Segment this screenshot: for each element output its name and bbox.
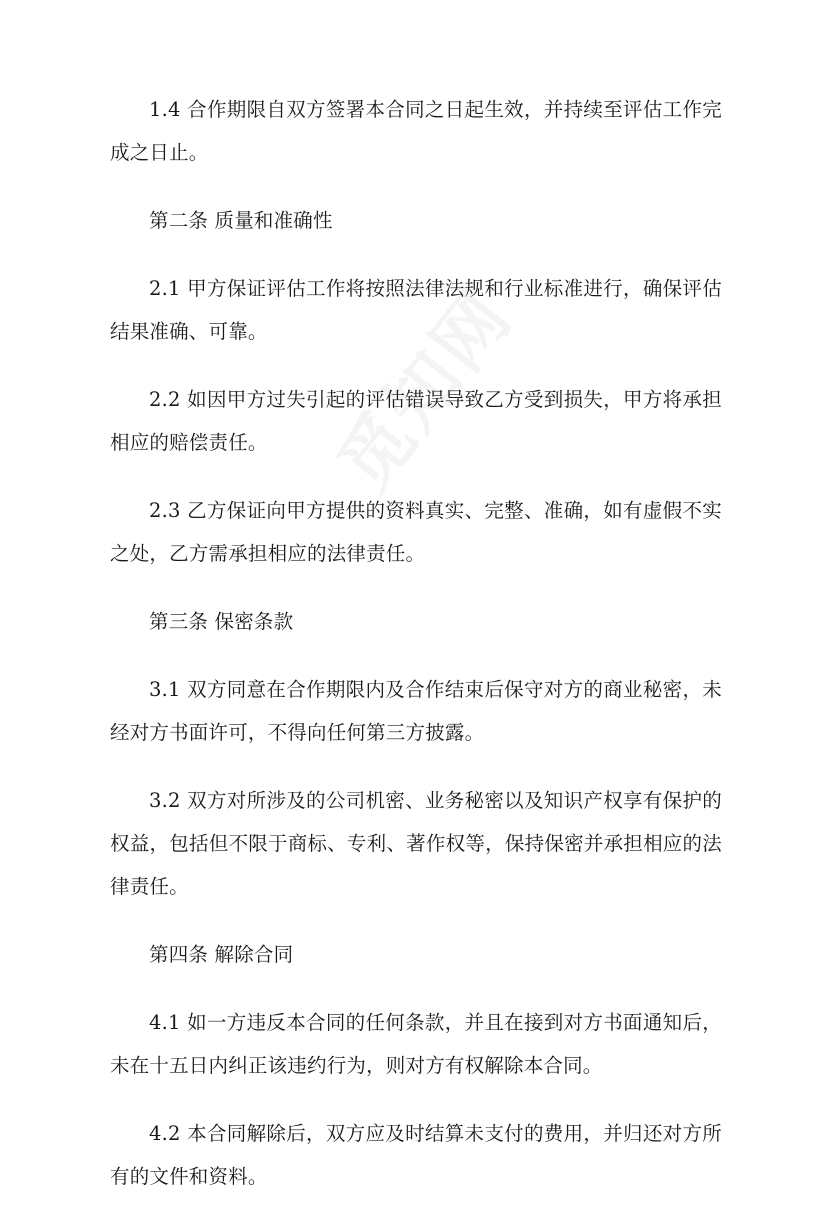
clause-3-2: 3.2 双方对所涉及的公司机密、业务秘密以及知识产权享有保护的权益，包括但不限于商标、专利、著作权等，保持保密并承担相应的法律责任。 — [110, 789, 722, 898]
clause-4-1: 4.1 如一方违反本合同的任何条款，并且在接到对方书面通知后，未在十五日内纠正该违约行为，则对方有权解除本合同。 — [110, 1011, 722, 1077]
article-2-heading: 第二条 质量和准确性 — [149, 209, 333, 232]
clause-2-2: 2.2 如因甲方过失引起的评估错误导致乙方受到损失，甲方将承担相应的赔偿责任。 — [110, 388, 722, 454]
document-body — [110, 88, 722, 1223]
clause-2-1: 2.1 甲方保证评估工作将按照法律法规和行业标准进行，确保评估结果准确、可靠。 — [110, 277, 722, 343]
article-3-heading: 第三条 保密条款 — [149, 610, 294, 633]
clause-4-2: 4.2 本合同解除后，双方应及时结算未支付的费用，并归还对方所有的文件和资料。 — [110, 1122, 722, 1188]
clause-1-4: 1.4 合作期限自双方签署本合同之日起生效，并持续至评估工作完成之日止。 — [110, 98, 722, 164]
clause-2-3: 2.3 乙方保证向甲方提供的资料真实、完整、准确，如有虚假不实之处，乙方需承担相应的法律责任。 — [110, 499, 722, 565]
article-4-heading: 第四条 解除合同 — [149, 943, 294, 966]
clause-3-1: 3.1 双方同意在合作期限内及合作结束后保守对方的商业秘密，未经对方书面许可，不得向任何第三方披露。 — [110, 678, 722, 744]
